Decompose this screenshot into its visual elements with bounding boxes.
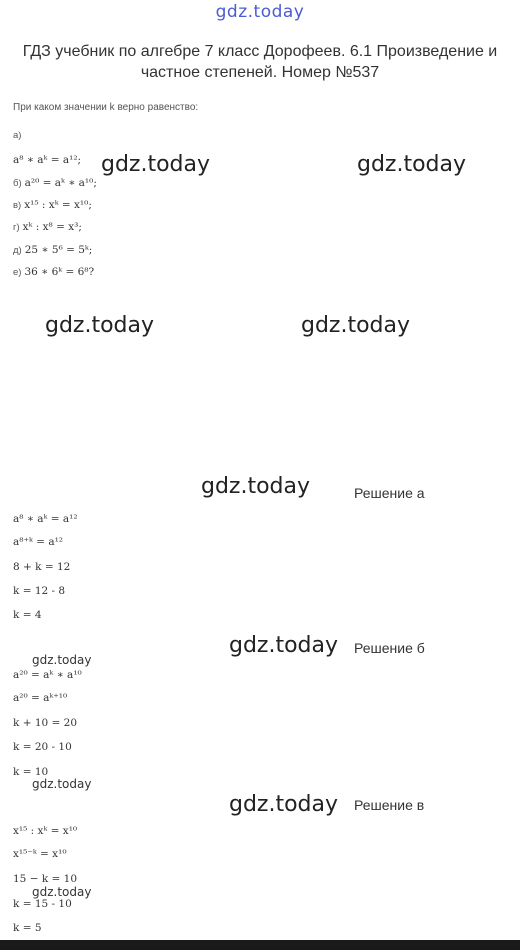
question-text: При каком значении k верно равенство: bbox=[13, 102, 199, 113]
watermark: gdz.today bbox=[229, 792, 339, 817]
task-d-label: г) bbox=[13, 222, 20, 233]
task-a bbox=[13, 154, 81, 166]
task-e-label: д) bbox=[13, 245, 22, 256]
task-f-label: е) bbox=[13, 267, 22, 278]
page-title: ГДЗ учебник по алгебре 7 класс Дорофеев. 6.1 Произведение и частное степеней. Номер №537 bbox=[22, 43, 498, 81]
solution-b-line: a²⁰ = aᵏ ∗ a¹⁰ bbox=[13, 669, 82, 681]
task-a-expr: a⁸ ∗ aᵏ = a¹²; bbox=[13, 154, 82, 166]
task-f bbox=[13, 266, 94, 278]
task-e-expr: 25 ∗ 5⁶ = 5ᵏ; bbox=[24, 244, 93, 256]
watermark: gdz.today bbox=[301, 313, 411, 338]
task-c-expr: x¹⁵ : xᵏ = x¹⁰; bbox=[24, 199, 92, 211]
watermark: gdz.today bbox=[357, 152, 467, 177]
watermark: gdz.today bbox=[201, 474, 311, 499]
task-b-label: б) bbox=[13, 178, 22, 189]
solution-a-line: 8 + k = 12 bbox=[13, 561, 71, 573]
solution-b-line: a²⁰ = aᵏ⁺¹⁰ bbox=[13, 692, 68, 704]
solution-c-line: 15 − k = 10 bbox=[13, 873, 78, 885]
task-c-label: в) bbox=[13, 200, 22, 211]
task-c bbox=[13, 199, 92, 211]
solution-c-line: x¹⁵⁻ᵏ = x¹⁰ bbox=[13, 848, 67, 860]
solution-b-line: k = 20 - 10 bbox=[13, 741, 72, 753]
task-d-expr: xᵏ : x⁸ = x³; bbox=[22, 221, 82, 233]
task-b-expr: a²⁰ = aᵏ ∗ a¹⁰; bbox=[24, 177, 97, 189]
watermark-small: gdz.today bbox=[32, 885, 92, 899]
solution-c-line: k = 5 bbox=[13, 922, 42, 934]
solution-b-line: k + 10 = 20 bbox=[13, 717, 78, 729]
watermark-small: gdz.today bbox=[32, 653, 92, 667]
task-d bbox=[13, 221, 82, 233]
solution-b-label: Решение б bbox=[354, 640, 425, 656]
task-e bbox=[13, 244, 92, 256]
task-f-expr: 36 ∗ 6ᵏ = 6⁸? bbox=[24, 266, 95, 278]
solution-a-line: a⁸⁺ᵏ = a¹² bbox=[13, 536, 63, 548]
solution-a-line: k = 12 - 8 bbox=[13, 585, 66, 597]
bottom-bar bbox=[0, 940, 520, 950]
solution-c-line: x¹⁵ : xᵏ = x¹⁰ bbox=[13, 825, 78, 837]
watermark: gdz.today bbox=[229, 633, 339, 658]
task-a-label: а) bbox=[13, 130, 22, 141]
solution-a-label: Решение а bbox=[354, 485, 425, 501]
watermark-small: gdz.today bbox=[32, 777, 92, 791]
watermark: gdz.today bbox=[101, 152, 211, 177]
solution-a-line: k = 4 bbox=[13, 609, 42, 621]
task-b bbox=[13, 177, 97, 189]
watermark: gdz.today bbox=[45, 313, 155, 338]
site-logo[interactable]: gdz.today bbox=[215, 2, 305, 22]
solution-c-label: Решение в bbox=[354, 797, 425, 813]
solution-a-line: a⁸ ∗ aᵏ = a¹² bbox=[13, 513, 78, 525]
solution-b-line: k = 10 bbox=[13, 766, 49, 778]
solution-c-line: k = 15 - 10 bbox=[13, 898, 72, 910]
